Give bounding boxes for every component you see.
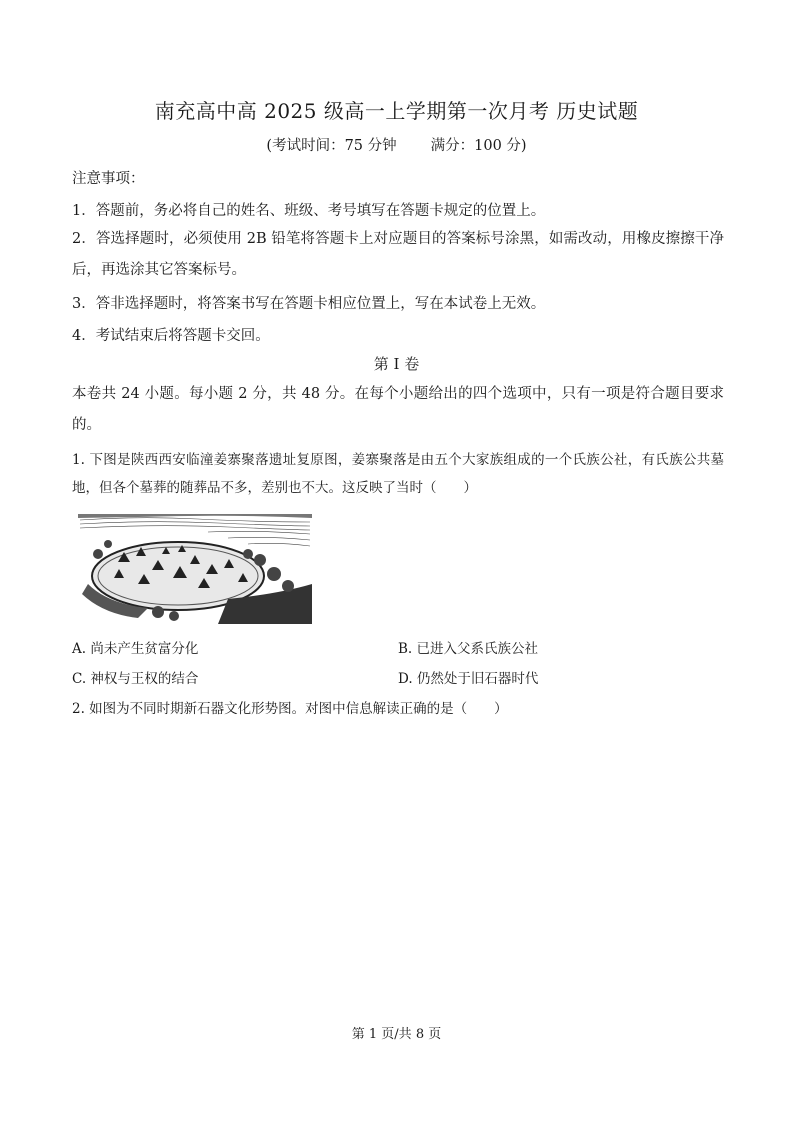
page-footer: 第 1 页/共 8 页 [351,1027,442,1042]
question-1-option-b: B. 已进入父系氏族公社 [398,641,539,657]
exam-time: (考试时间：75 分钟 [266,138,397,154]
notice-item-2: 2．答选择题时，必须使用 2B 铅笔将答题卡上对应题目的答案标号涂黑，如需改动，用橡皮擦擦干净后，再选涂其它答案标号。 [72,231,724,278]
question-1-option-c: C. 神权与王权的结合 [72,671,199,687]
jiangzhai-settlement-illustration [78,514,312,624]
question-1-option-d: D. 仍然处于旧石器时代 [398,671,539,687]
notice-item-4: 4．考试结束后将答题卡交回。 [72,328,270,344]
section-title: 第 I 卷 [373,355,420,373]
exam-title: 南充高中高 2025 级高一上学期第一次月考 历史试题 [154,99,639,123]
notice-item-1: 1．答题前，务必将自己的姓名、班级、考号填写在答题卡规定的位置上。 [72,203,546,219]
question-1-stem: 1. 下图是陕西西安临潼姜寨聚落遗址复原图，姜寨聚落是由五个大家族组成的一个氏族公社，有氏族公共墓地，但各个墓葬的随葬品不多，差别也不大。这反映了当时（ ） [72,452,724,496]
question-1-option-a: A. 尚未产生贫富分化 [72,641,199,657]
exam-info [0,134,793,155]
section-instruction: 本卷共 24 小题。每小题 2 分，共 48 分。在每个小题给出的四个选项中，只有一项是符合题目要求的。 [72,386,724,433]
question-2-stem: 2. 如图为不同时期新石器文化形势图。对图中信息解读正确的是（ ） [72,701,508,717]
notice-item-3: 3．答非选择题时，将答案书写在答题卡相应位置上，写在本试卷上无效。 [72,296,546,312]
exam-score: 满分：100 分) [430,138,527,154]
notice-heading: 注意事项： [72,171,145,187]
